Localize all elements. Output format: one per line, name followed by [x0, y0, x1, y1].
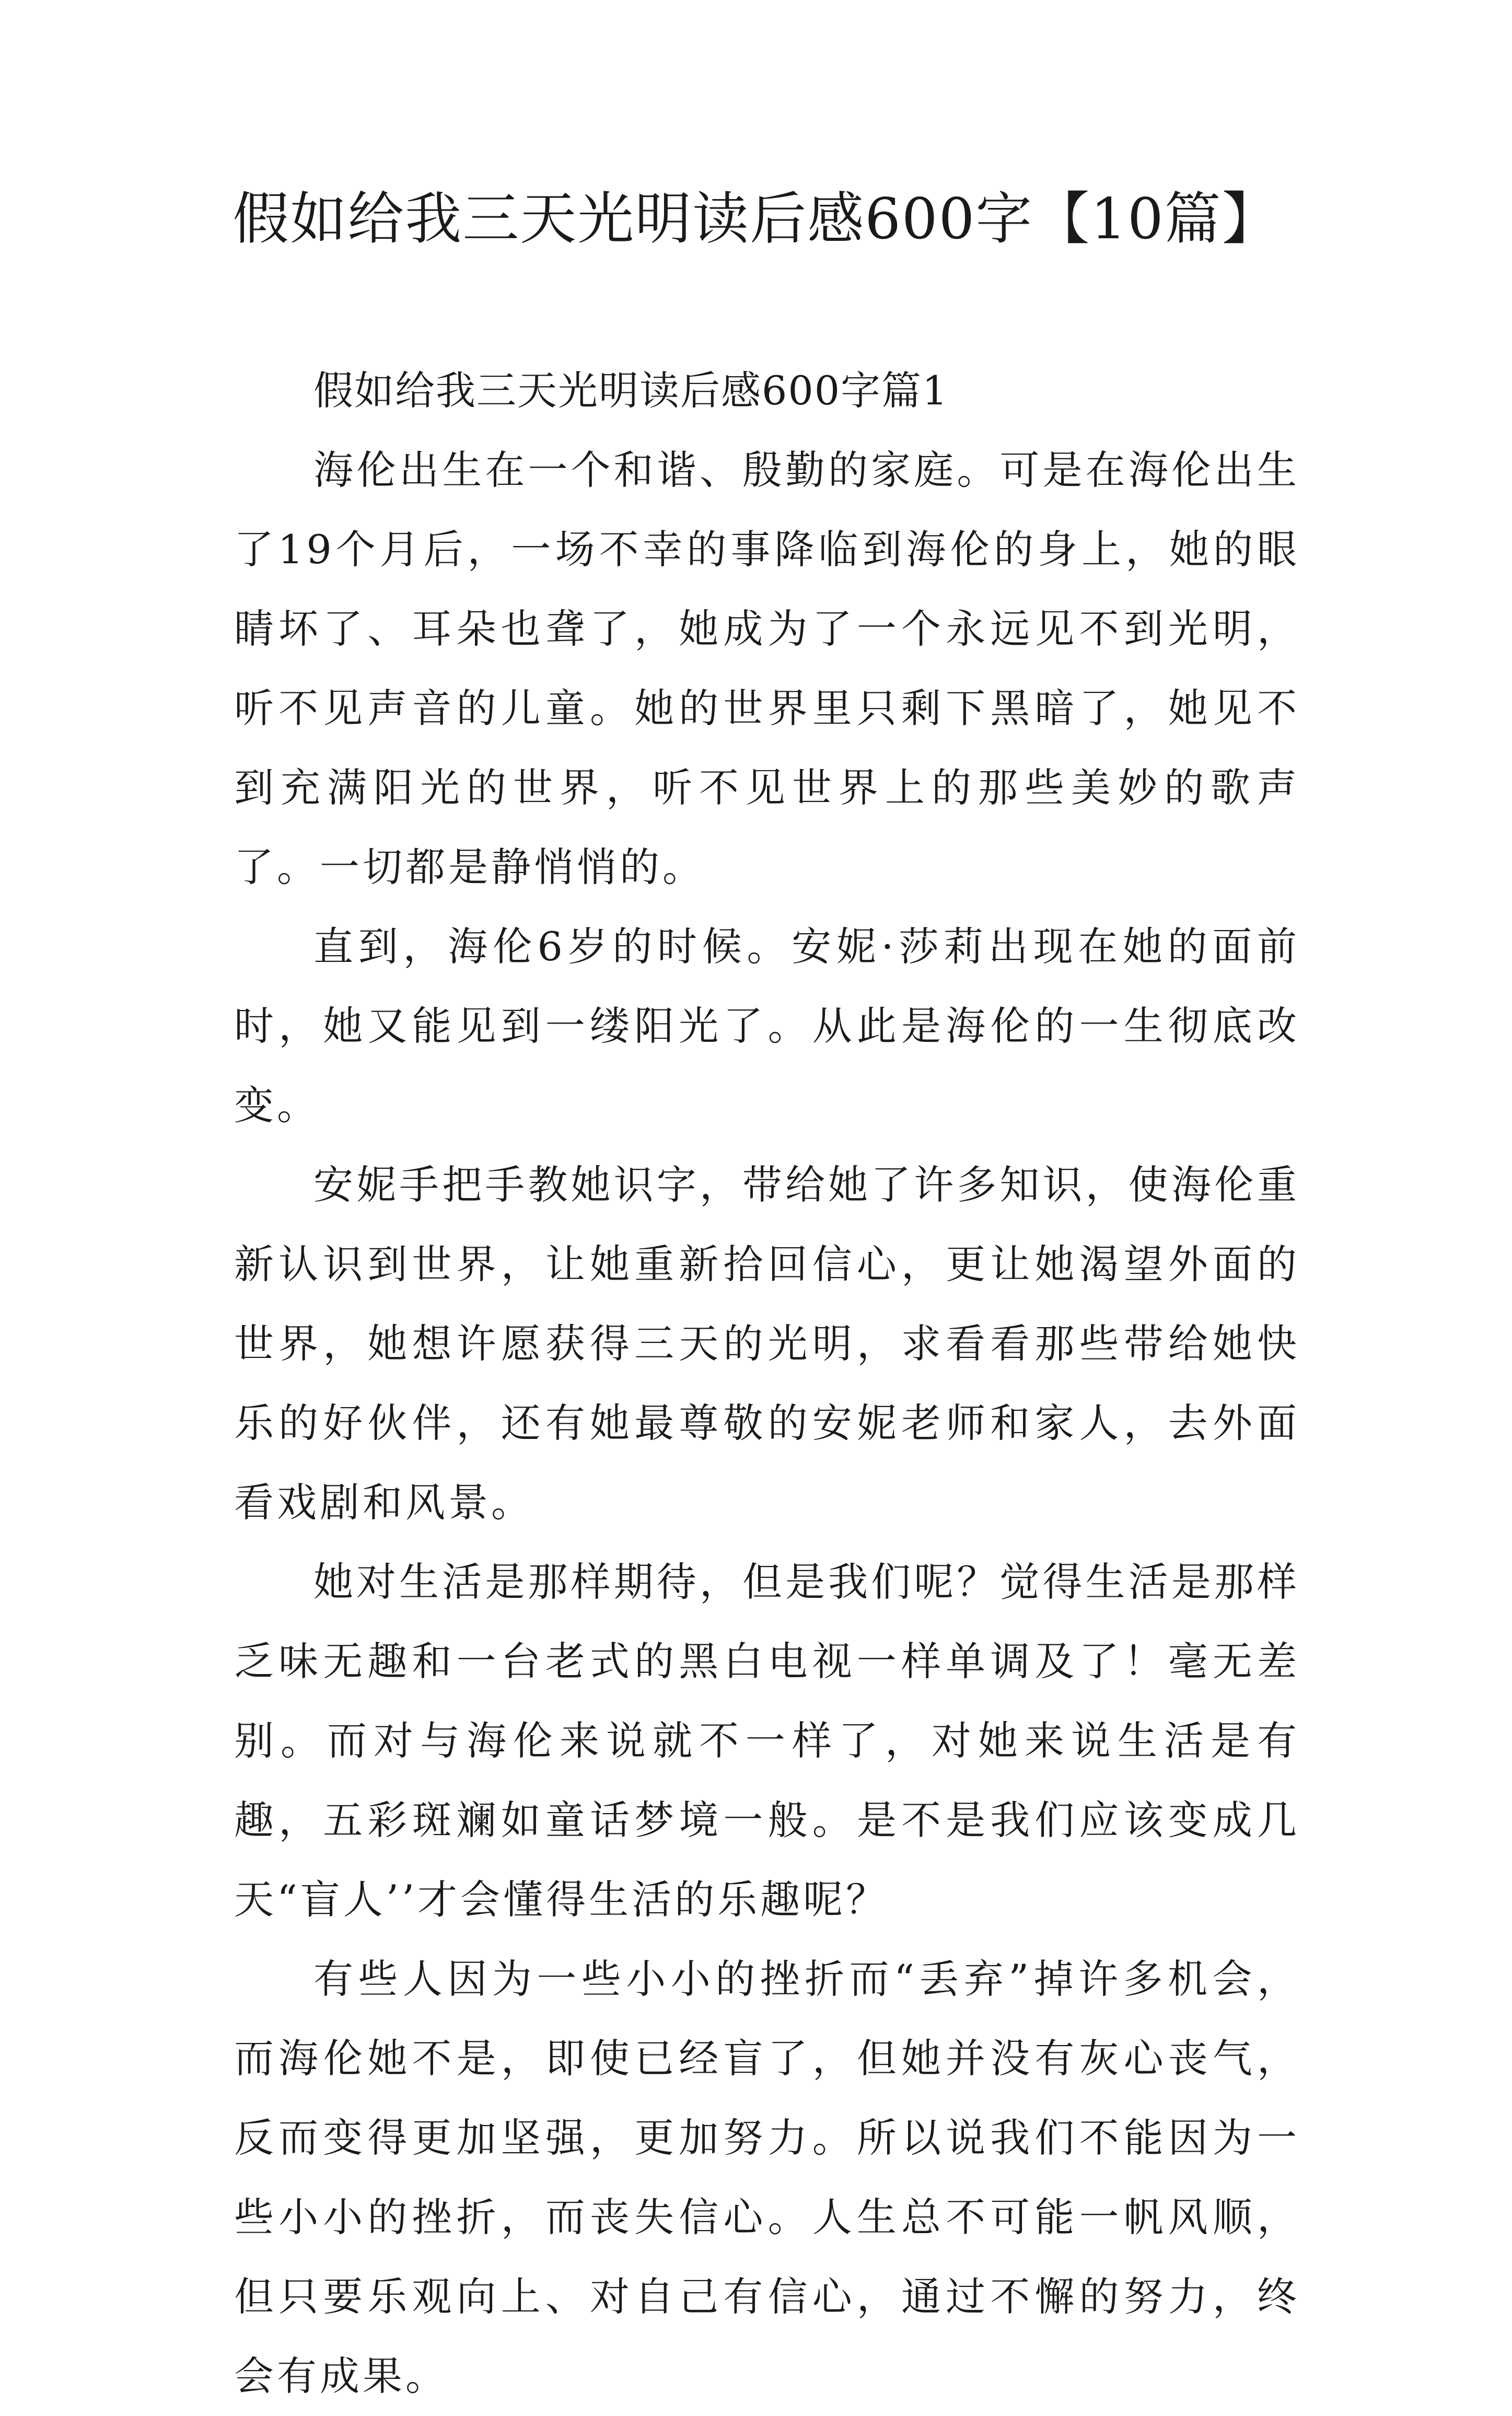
paragraph-5: 有些人因为一些小小的挫折而“丢弃”掉许多机会，而海伦她不是，即使已经盲了，但她并没有灰心丧气，反而变得更加坚强，更加努力。所以说我们不能因为一些小小的挫折，而丧失信心。人生总不可能一帆风顺，但只要乐观向上、对自己有信心，通过不懈的努力，终会有成果。	[234, 1956, 1300, 2399]
document-title: 假如给我三天光明读后感600字【10篇】	[232, 187, 1280, 252]
document-body	[234, 351, 1300, 2416]
paragraph-2: 直到，海伦6岁的时候。安妮·莎莉出现在她的面前时，她又能见到一缕阳光了。从此是海伦的一生彻底改变。	[234, 923, 1300, 1129]
paragraph-4: 她对生活是那样期待，但是我们呢？觉得生活是那样乏味无趣和一台老式的黑白电视一样单调及了！毫无差别。而对与海伦来说就不一样了，对她来说生活是有趣，五彩斑斓如童话梦境一般。是不是我们应该变成几天“盲人’’才会懂得生活的乐趣呢？	[234, 1559, 1300, 1923]
paragraph-1: 海伦出生在一个和谐、殷勤的家庭。可是在海伦出生了19个月后，一场不幸的事降临到海伦的身上，她的眼睛坏了、耳朵也聋了，她成为了一个永远见不到光明，听不见声音的儿童。她的世界里只剩下黑暗了，她见不到充满阳光的世界，听不见世界上的那些美妙的歌声了。一切都是静悄悄的。	[234, 447, 1300, 890]
paragraph-3: 安妮手把手教她识字，带给她了许多知识，使海伦重新认识到世界，让她重新拾回信心，更让她渴望外面的世界，她想许愿获得三天的光明，求看看那些带给她快乐的好伙伴，还有她最尊敬的安妮老师和家人，去外面看戏剧和风景。	[234, 1161, 1300, 1526]
section-heading: 假如给我三天光明读后感600字篇1	[313, 367, 949, 414]
